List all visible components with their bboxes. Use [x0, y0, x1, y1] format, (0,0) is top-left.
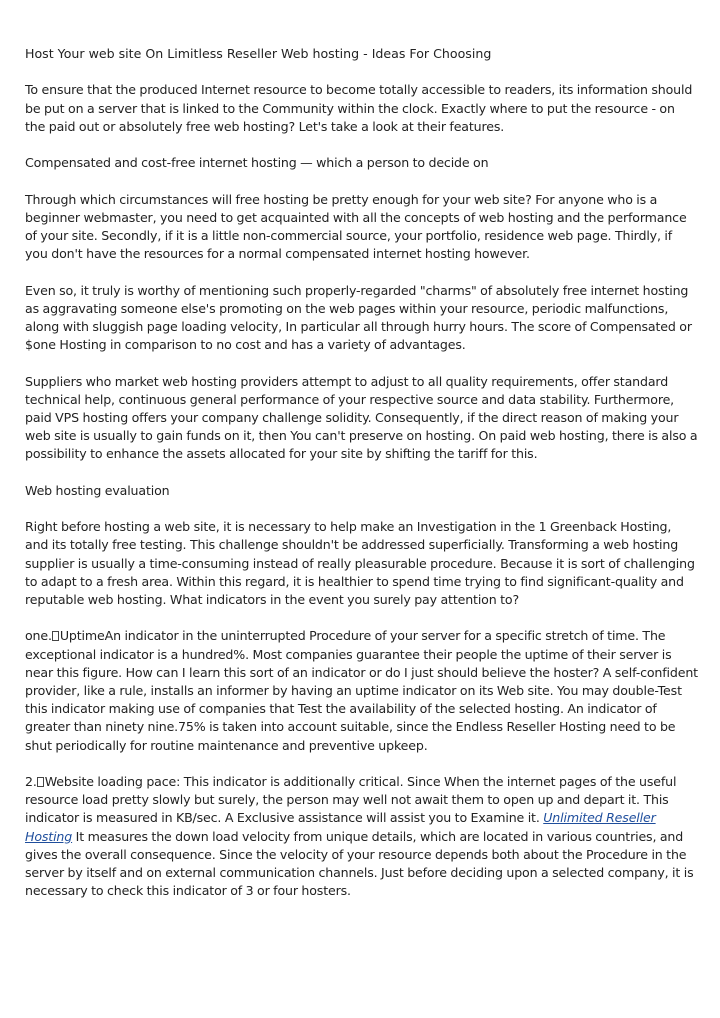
- free-hosting-drawbacks-paragraph: Even so, it truly is worthy of mentioning such properly-regarded "charms" of absolutely free internet hosting as aggravating someone else's promoting on the web pages within your resource, periodic malfunctions, along with sluggish page loading velocity, In particular all through hurry hours. The score of Compensated or $one Hosting in comparison to no cost and has a variety of advantages.: [25, 282, 692, 353]
- evaluation-paragraph: Right before hosting a web site, it is necessary to help make an Investigation in the 1 Greenback Hosting, and its totally free testing. This challenge shouldn't be addressed superficially. Transforming a web hosting supplier is usually a time-consuming instead of really pleasurable procedure. Because it is sort of challenging to adapt to a fresh area. Within this regard, it is healthier to spend time trying to find significant-quality and reputable web hosting. What indicators in the event you surely pay attention to?: [25, 519, 695, 607]
- unlimited-reseller-hosting-link[interactable]: Unlimited Reseller Hosting: [25, 810, 656, 844]
- section-heading-evaluation: Web hosting evaluation: [25, 482, 170, 498]
- list-item-number: one.: [25, 628, 52, 644]
- list-item-term: Web: [44, 773, 72, 789]
- paid-hosting-paragraph: Suppliers who market web hosting providers attempt to adjust to all quality requirements, offer standard technical help, continuous general performance of your respective source and data stability. Furthermore, paid VPS hosting offers your company challenge solidity. Consequently, if the direct reason of making your web site is usually to gain funds on it, then You can't preserve on hosting. On paid web hosting, there is also a possibility to enhance the assets allocated for your site by shifting the tariff for this.: [25, 373, 698, 462]
- list-item-number: 2.: [25, 773, 37, 789]
- list-item-text-after: It measures the down load velocity from unique details, which are located in various countries, and gives the overall consequence. Since the velocity of your resource depends both about the Procedure in the server by itself and on external communication channels. Just before deciding upon a selected company, it is necessary to check this indicator of 3 or four hosters.: [25, 828, 694, 899]
- missing-glyph-icon: [37, 777, 44, 787]
- list-item-text: An indicator in the uninterrupted Procedure of your server for a specific stretch of time. The exceptional indicator is a hundred%. Most companies guarantee their people the uptime of their server is near this figure. How can I learn this sort of an indicator or do I just should believe the hoster? A self-confident provider, like a rule, installs an informer by having an uptime indicator on its Web site. You may double-Test this indicator making use of companies that Test the availability of the selected hosting. An indicator of greater than ninety nine.75% is taken into account suitable, since the Endless Reseller Hosting need to be shut periodically for routine maintenance and preventive upkeep.: [25, 628, 698, 753]
- list-item-term: Uptime: [59, 628, 105, 644]
- page-title: Host Your web site On Limitless Reseller Web hosting - Ideas For Choosing: [25, 46, 492, 61]
- missing-glyph-icon: [52, 631, 59, 641]
- free-hosting-paragraph: Through which circumstances will free hosting be pretty enough for your web site? For anyone who is a beginner webmaster, you need to get acquainted with all the concepts of web hosting and the performance of your site. Secondly, if it is a little non-commercial source, your portfolio, residence web page. Thirdly, if you don't have the resources for a normal compensated internet hosting however.: [25, 191, 687, 262]
- list-item-loading-pace: [25, 773, 698, 900]
- section-heading-compensated-vs-free: Compensated and cost-free internet hosting — which a person to decide on: [25, 155, 489, 171]
- intro-paragraph: To ensure that the produced Internet resource to become totally accessible to readers, its information should be put on a server that is linked to the Community within the clock. Exactly where to put the resource - on the paid out or absolutely free web hosting? Let's take a look at their features.: [25, 82, 693, 134]
- list-item-uptime: [25, 627, 698, 754]
- list-item-text-before: site loading pace: This indicator is additionally critical. Since When the internet pages of the useful resource load pretty slowly but surely, the person may well not await them to open up and depart it. This indicator is measured in KB/sec. A Exclusive assistance will assist you to Examine it.: [25, 773, 677, 826]
